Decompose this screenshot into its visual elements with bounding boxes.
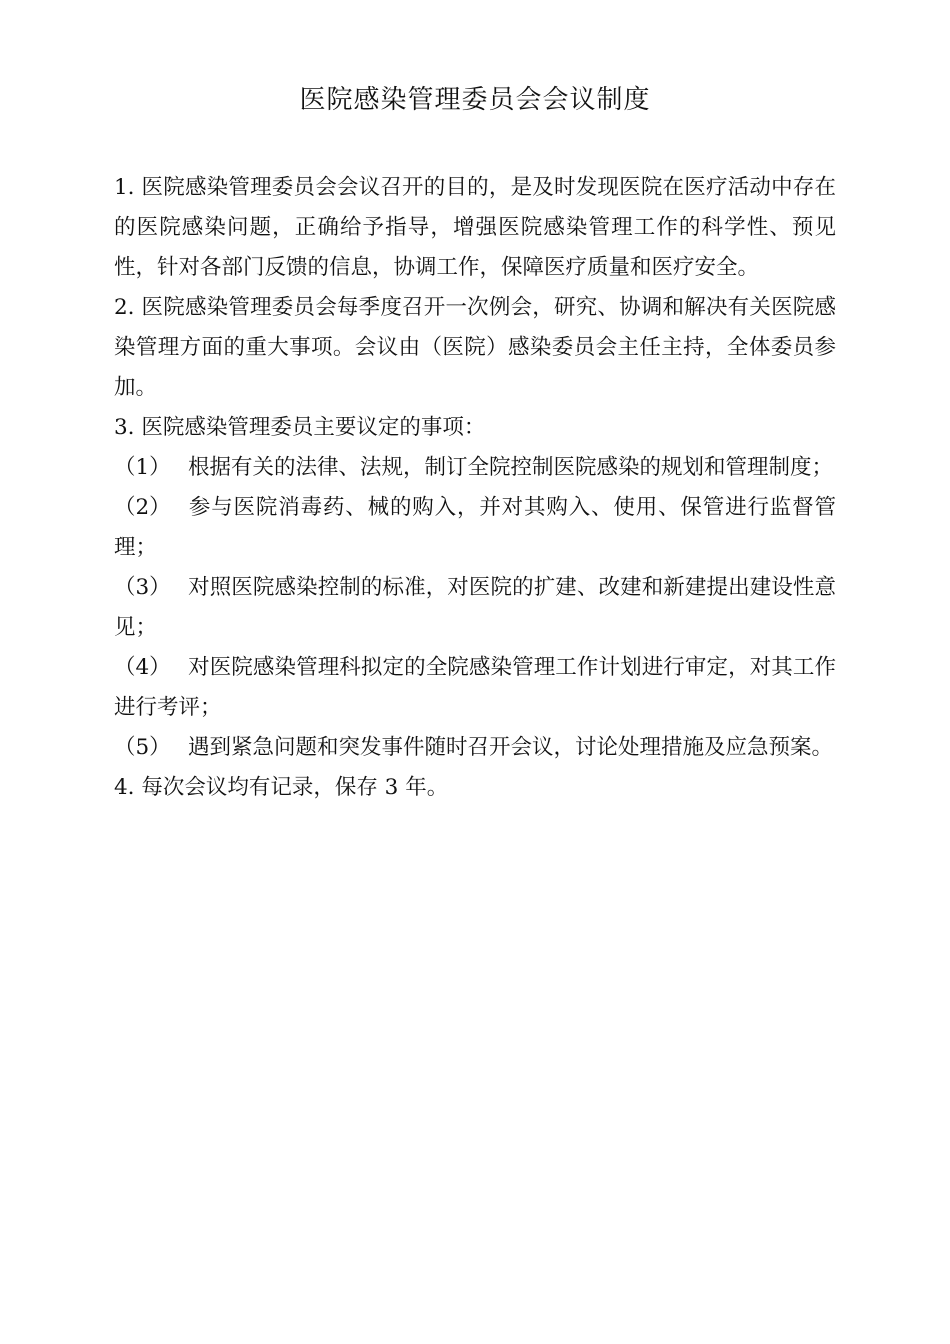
list-item-5 xyxy=(114,728,836,768)
paragraph-1: 1. 医院感染管理委员会会议召开的目的，是及时发现医院在医疗活动中存在的医院感染问题，正确给予指导，增强医院感染管理工作的科学性、预见性，针对各部门反馈的信息，协调工作，保障医疗质量和医疗安全。 xyxy=(114,175,836,280)
list-item-1 xyxy=(114,448,836,488)
document-title: 医院感染管理委员会会议制度 xyxy=(299,85,651,115)
list-item-3 xyxy=(114,568,836,648)
paragraph-2: 2. 医院感染管理委员会每季度召开一次例会，研究、协调和解决有关医院感染管理方面的重大事项。会议由（医院）感染委员会主任主持，全体委员参加。 xyxy=(114,295,836,400)
list-item-text: 参与医院消毒药、械的购入，并对其购入、使用、保管进行监督管理； xyxy=(114,495,836,560)
list-item-text: 对医院感染管理科拟定的全院感染管理工作计划进行审定，对其工作进行考评； xyxy=(114,655,836,720)
list-item-text: 对照医院感染控制的标准，对医院的扩建、改建和新建提出建设性意见； xyxy=(114,575,836,640)
list-item-marker: （4） xyxy=(114,655,171,680)
document-body xyxy=(114,168,836,808)
list-item-marker: （3） xyxy=(114,575,171,600)
list-item-marker: （1） xyxy=(114,455,171,480)
paragraph-4: 4. 每次会议均有记录，保存 3 年。 xyxy=(114,775,449,800)
list-item-marker: （2） xyxy=(114,495,171,520)
paragraph-3: 3. 医院感染管理委员主要议定的事项： xyxy=(114,415,486,440)
list-item-marker: （5） xyxy=(114,735,171,760)
list-item-text: 遇到紧急问题和突发事件随时召开会议，讨论处理措施及应急预案。 xyxy=(188,735,834,760)
list-item-2 xyxy=(114,488,836,568)
list-item-text: 根据有关的法律、法规，制订全院控制医院感染的规划和管理制度； xyxy=(188,455,834,480)
list-item-4 xyxy=(114,648,836,728)
